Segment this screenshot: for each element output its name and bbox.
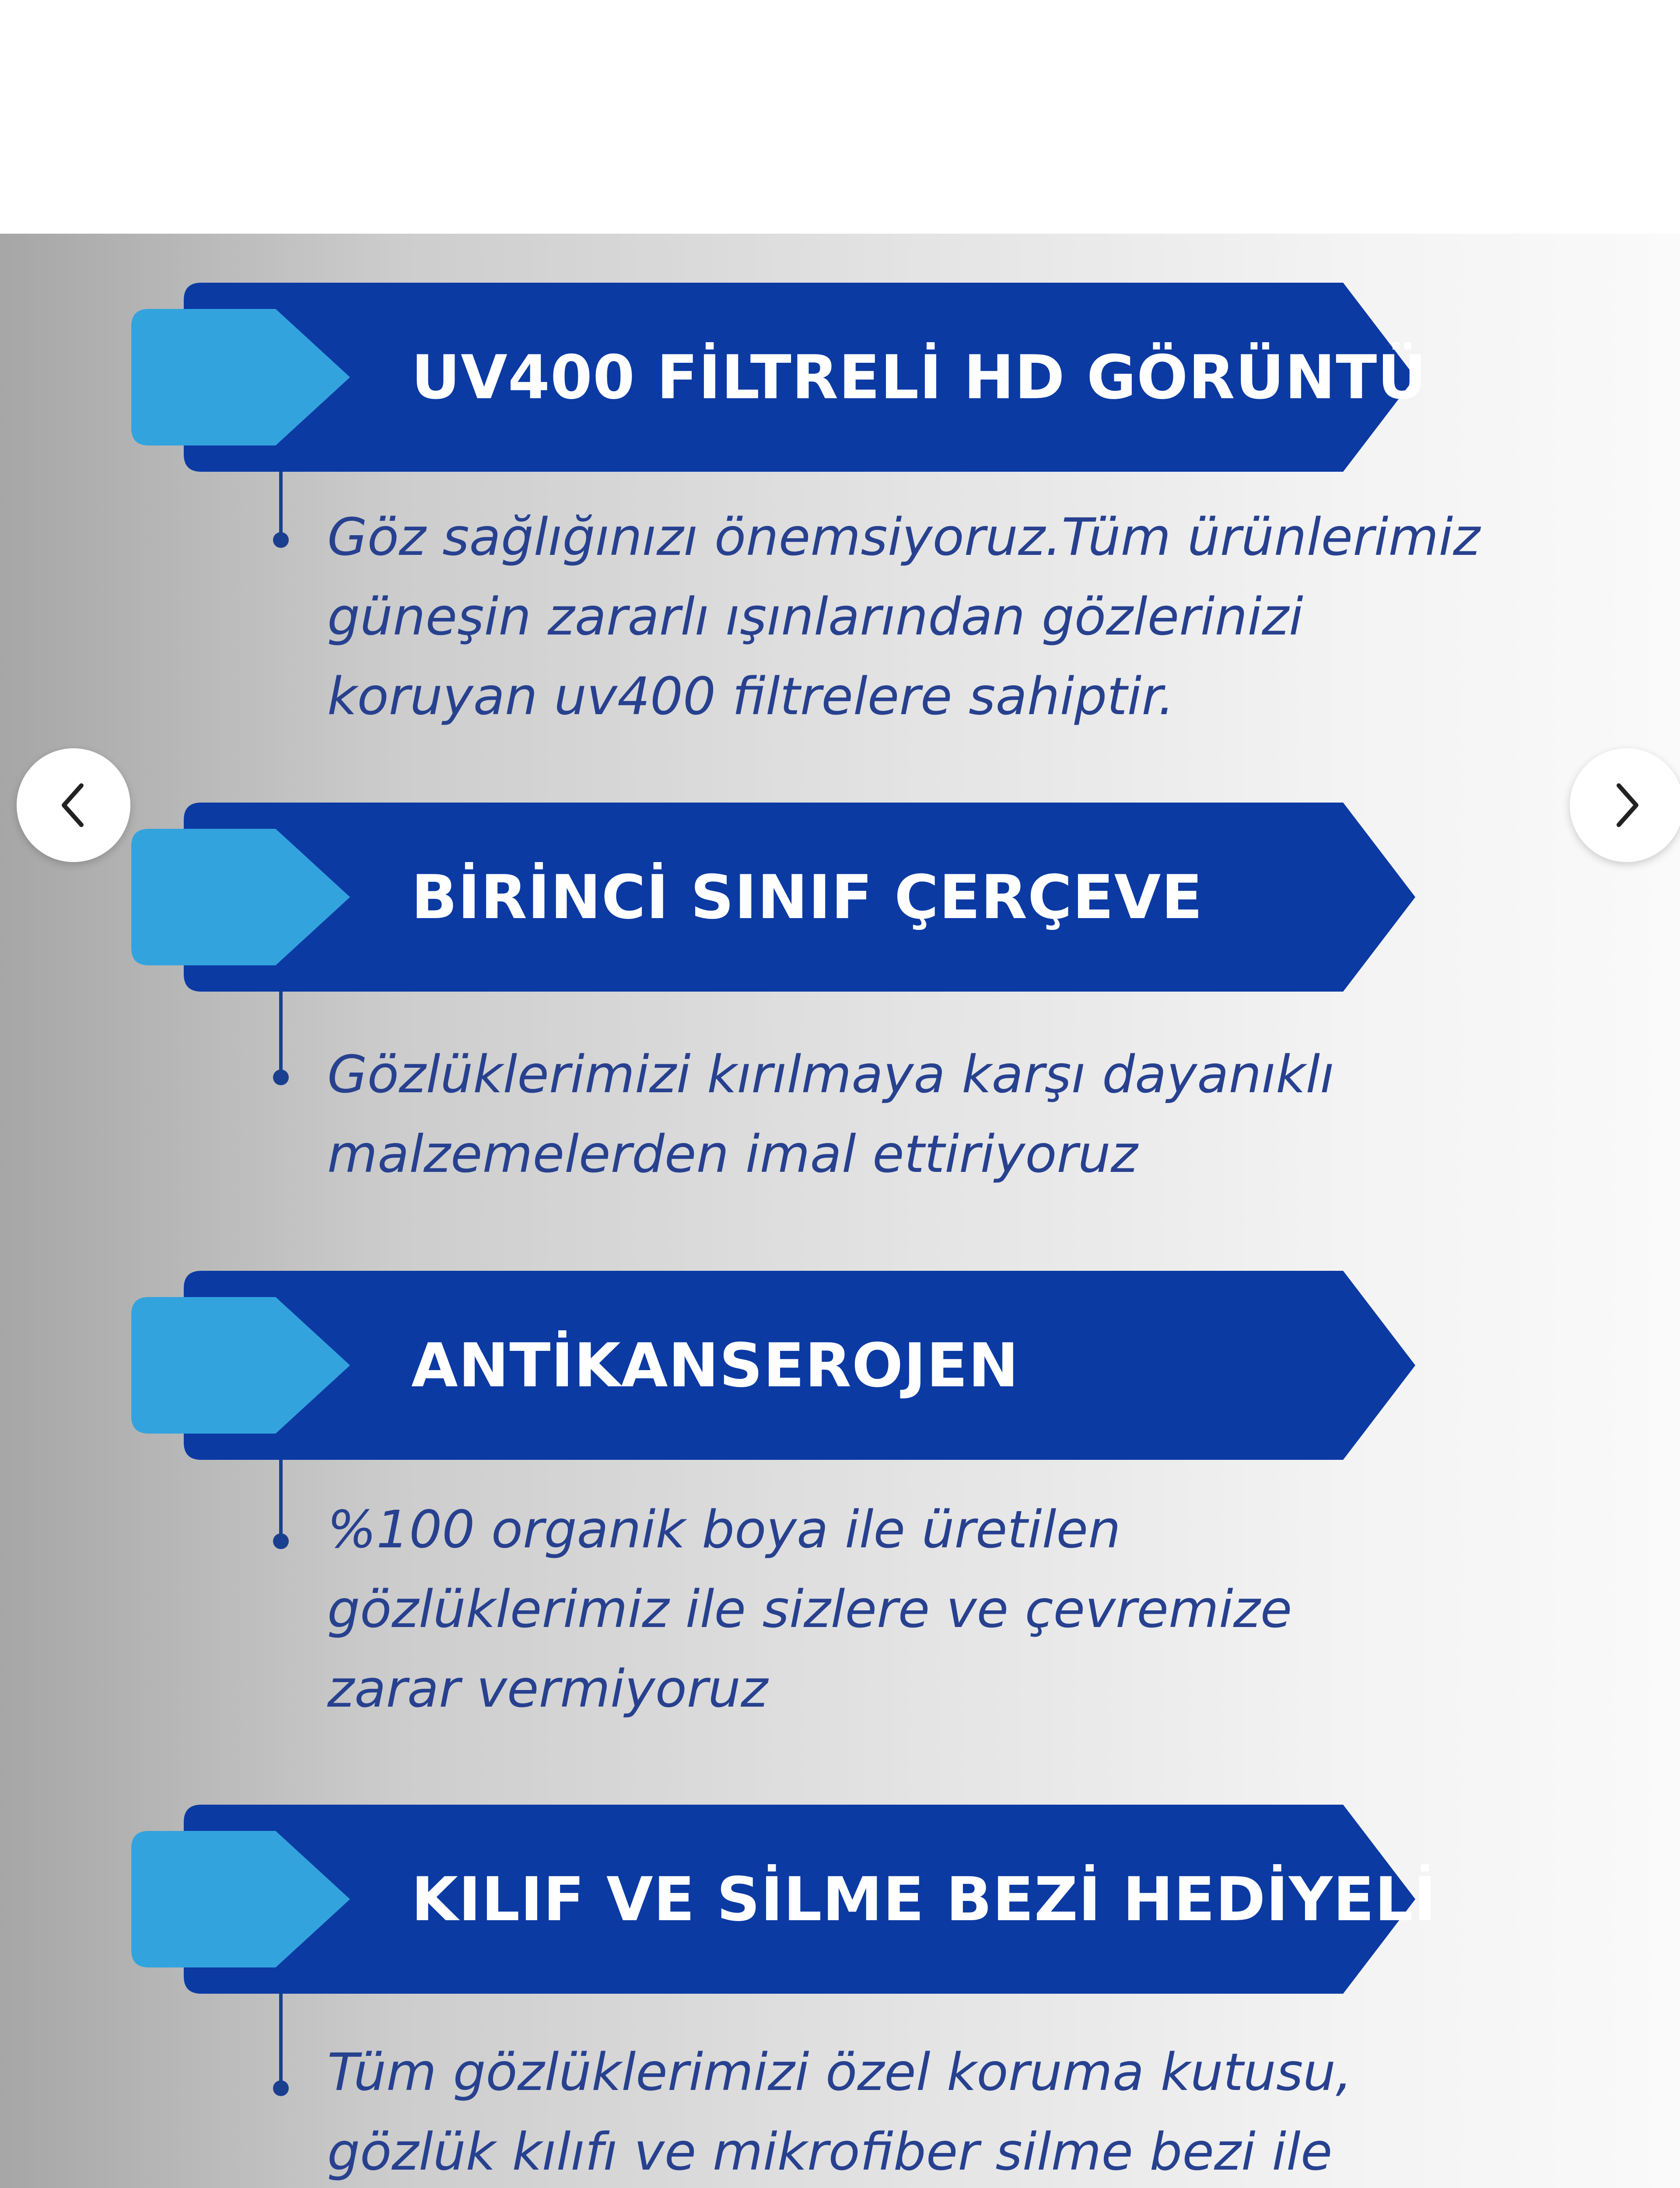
feature-description (327, 497, 1508, 736)
feature-description (327, 1034, 1508, 1194)
description-line: %100 organik boya ile üretilen (327, 1499, 1121, 1560)
feature-description (327, 2032, 1508, 2188)
chevron-left-icon (56, 781, 91, 829)
description-line: gözlük kılıfı ve mikrofiber silme bezi ile (327, 2121, 1333, 2182)
feature-banner (131, 1271, 1415, 1460)
description-line: Tüm gözlüklerimizi özel koruma kutusu, (327, 2042, 1352, 2102)
description-line: malzemelerden imal ettiriyoruz (327, 1124, 1138, 1184)
feature-title: ANTİKANSEROJEN (411, 1330, 1019, 1401)
feature-banner (131, 803, 1415, 992)
description-line: güneşin zararlı ışınlarından gözlerinizi (327, 586, 1303, 647)
bullet-dot (273, 532, 289, 548)
connector-line (279, 472, 283, 537)
carousel-prev-button[interactable] (17, 748, 130, 862)
description-line: Göz sağlığınızı önemsiyoruz.Tüm ürünlerimiz (327, 507, 1480, 567)
carousel-next-button[interactable] (1570, 748, 1680, 862)
feature-title: BİRİNCİ SINIF ÇERÇEVE (411, 862, 1203, 933)
connector-line (279, 1994, 283, 2086)
feature-title: UV400 FİLTRELİ HD GÖRÜNTÜ (411, 342, 1427, 413)
bullet-dot (273, 1533, 289, 1549)
connector-line (279, 992, 283, 1075)
feature-banner (131, 283, 1427, 472)
bullet-dot (273, 1069, 289, 1085)
feature-description (327, 1490, 1508, 1729)
bullet-dot (273, 2080, 289, 2096)
description-line: Gözlüklerimizi kırılmaya karşı dayanıklı (327, 1044, 1334, 1105)
description-line: koruyan uv400 filtrelere sahiptir. (327, 666, 1175, 726)
chevron-right-icon (1609, 781, 1644, 829)
description-line: gözlüklerimiz ile sizlere ve çevremize (327, 1579, 1292, 1639)
feature-title: KILIF VE SİLME BEZİ HEDİYELİ (411, 1864, 1437, 1935)
connector-line (279, 1460, 283, 1539)
description-line: zarar vermiyoruz (327, 1659, 768, 1719)
feature-infographic (0, 234, 1680, 2188)
feature-banner (131, 1805, 1437, 1994)
